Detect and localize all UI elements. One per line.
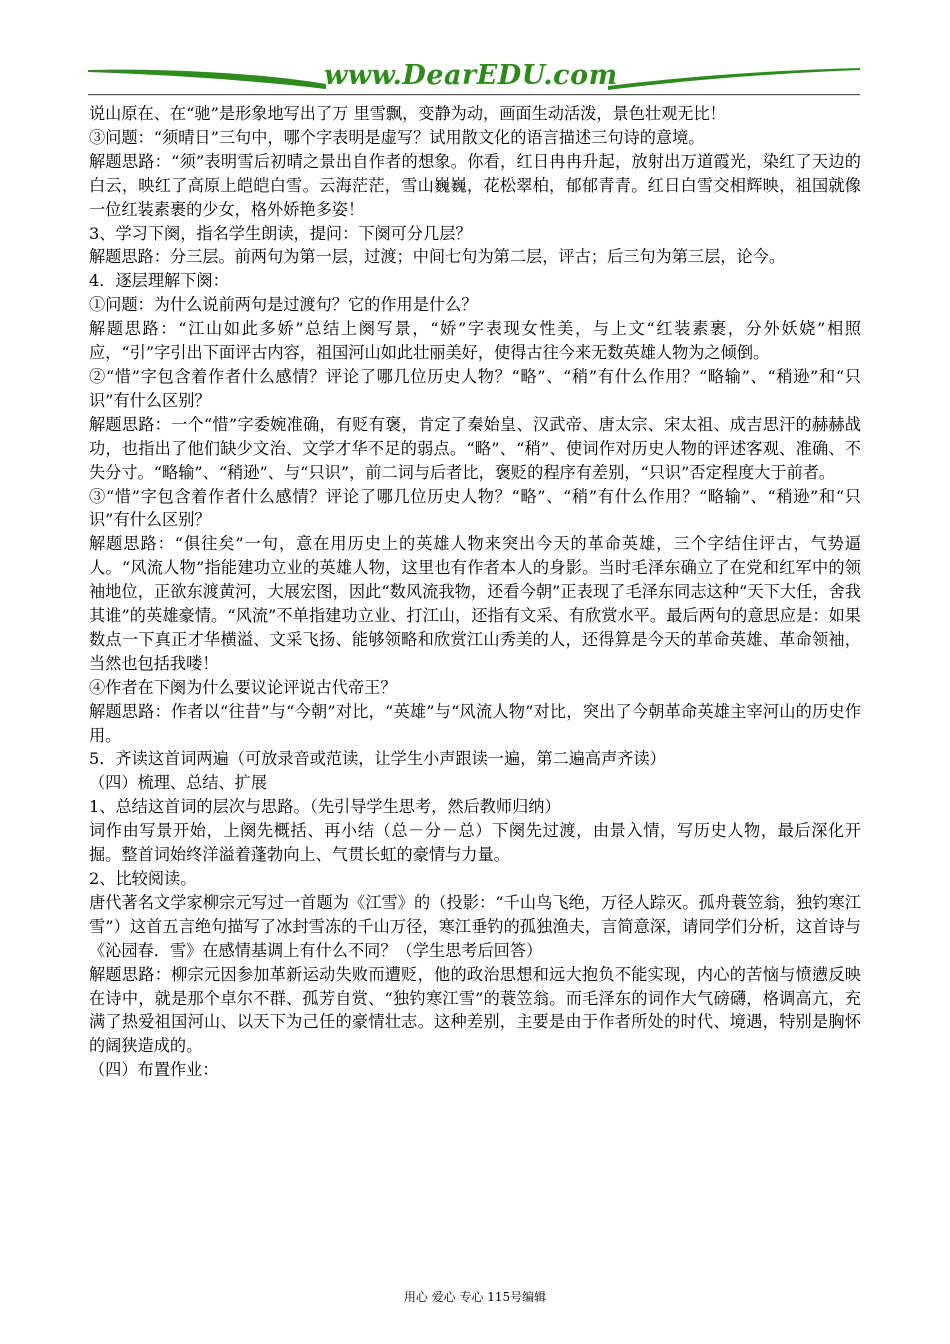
- paragraph: 2、比较阅读。: [89, 869, 197, 888]
- paragraph: （四）布置作业：: [89, 1060, 219, 1080]
- page-header: [88, 58, 860, 98]
- paragraph: 解题思路：作者以“往昔”与“今朝”对比，“英雄”与“风流人物”对比，突出了今朝革命英雄主宰河山的历史作用。: [89, 701, 861, 745]
- paragraph: ③“惜”字包含着作者什么感情？评论了哪几位历史人物？“略”、“稍”有什么作用？“略输”、“稍逊”和“只识”有什么区别？: [89, 486, 861, 530]
- paragraph: 4．逐层理解下阕：: [89, 271, 229, 291]
- paragraph: 解题思路：分三层。前两句为第一层，过渡；中间七句为第二层，评古；后三句为第三层，论今。: [89, 247, 786, 267]
- paragraph: 1、总结这首词的层次与思路。（先引导学生思考，然后教师归纳）: [89, 797, 561, 817]
- site-logo: www.DearEDU.com: [324, 60, 618, 91]
- paragraph: 唐代著名文学家柳宗元写过一首题为《江雪》的（投影：“千山鸟飞绝，万径人踪灭。孤舟蓑笠翁，独钓寒江雪”）这首五言绝句描写了冰封雪冻的千山万径，寒江垂钓的孤独渔夫，言简意深，请同学们分析，这首诗与《沁园春．雪》在感情基调上有什么不同？（学生思考后回答）: [89, 892, 861, 960]
- paragraph: 解题思路：“俱往矣”一句，意在用历史上的英雄人物来突出今天的革命英雄，三个字结住评古，气势逼人。“风流人物”指能建功立业的英雄人物，这里也有作者本人的身影。当时毛泽东确立了在党和红军中的领袖地位，正欲东渡黄河，大展宏图，因此“数风流我物，还看今朝”正表现了毛泽东同志这种“天下大任，舍我其谁”的英雄豪情。“风流”不单指建功立业、打江山，还指有文采、有欣赏水平。最后两句的意思应是：如果数点一下真正才华横溢、文采飞扬、能够领略和欣赏江山秀美的人，还得算是今天的革命英雄、革命领袖，当然也包括我喽！: [89, 534, 861, 673]
- paragraph: ③问题：“须晴日”三句中，哪个字表明是虚写？试用散文化的语言描述三句诗的意境。: [89, 127, 705, 147]
- paragraph: 3、学习下阕，指名学生朗读，提问：下阕可分几层？: [89, 223, 472, 243]
- paragraph: （四）梳理、总结、扩展: [89, 773, 268, 793]
- paragraph: 5．齐读这首词两遍（可放录音或范读，让学生小声跟读一遍，第二遍高声齐读）: [89, 749, 666, 769]
- paragraph: ④作者在下阕为什么要议论评说古代帝王？: [89, 677, 397, 697]
- paragraph: 解题思路：“须”表明雪后初晴之景出自作者的想象。你看，红日冉冉升起，放射出万道霞光，染红了天边的白云，映红了高原上皑皑白雪。云海茫茫，雪山巍巍，花松翠柏，郁郁青青。红日白雪交相辉映，祖国就像一位红装素裹的少女，格外娇艳多姿！: [89, 151, 861, 219]
- paragraph: ①问题：为什么说前两句是过渡句？它的作用是什么？: [89, 295, 478, 315]
- document-body: [89, 102, 861, 1082]
- paragraph: 解题思路：“江山如此多娇”总结上阕写景，“娇”字表现女性美，与上文“红装素裹，分外妖娆”相照应，“引”字引出下面评古内容，祖国河山如此壮丽美好，使得古往今来无数英雄人物为之倾倒。: [89, 319, 861, 363]
- paragraph: 说山原在、在“驰”是形象地写出了万 里雪飘，变静为动，画面生动活泼，景色壮观无比！: [89, 104, 726, 123]
- paragraph: 词作由写景开始，上阕先概括、再小结（总－分－总）下阕先过渡，由景入情，写历史人物，最后深化开掘。整首词始终洋溢着蓬勃向上、气贯长虹的豪情与力量。: [89, 821, 861, 865]
- paragraph: 解题思路：一个“惜”字委婉准确，有贬有褒，肯定了秦始皇、汉武帝、唐太宗、宋太祖、成吉思汗的赫赫战功，也指出了他们缺少文治、文学才华不足的弱点。“略”、“稍”、使词作对历史人物的评述客观、准确、不失分寸。“略输”、“稍逊”、与“只识”，前二词与后者比，褒贬的程序有差别，“只识”否定程度大于前者。: [89, 414, 861, 482]
- page-footer: 用心 爱心 专心 115号编辑: [403, 1290, 547, 1304]
- paragraph: 解题思路：柳宗元因参加革新运动失败而遭贬，他的政治思想和远大抱负不能实现，内心的苦恼与愤懑反映在诗中，就是那个卓尔不群、孤芳自赏、“独钓寒江雪”的蓑笠翁。而毛泽东的词作大气磅礴，格调高亢，充满了热爱祖国河山、以天下为己任的豪情壮志。这种差别，主要是由于作者所处的时代、境遇，特别是胸怀的阔狭造成的。: [89, 964, 861, 1056]
- paragraph: ②“惜”字包含着作者什么感情？评论了哪几位历史人物？“略”、“稍”有什么作用？“略输”、“稍逊”和“只识”有什么区别？: [89, 366, 861, 410]
